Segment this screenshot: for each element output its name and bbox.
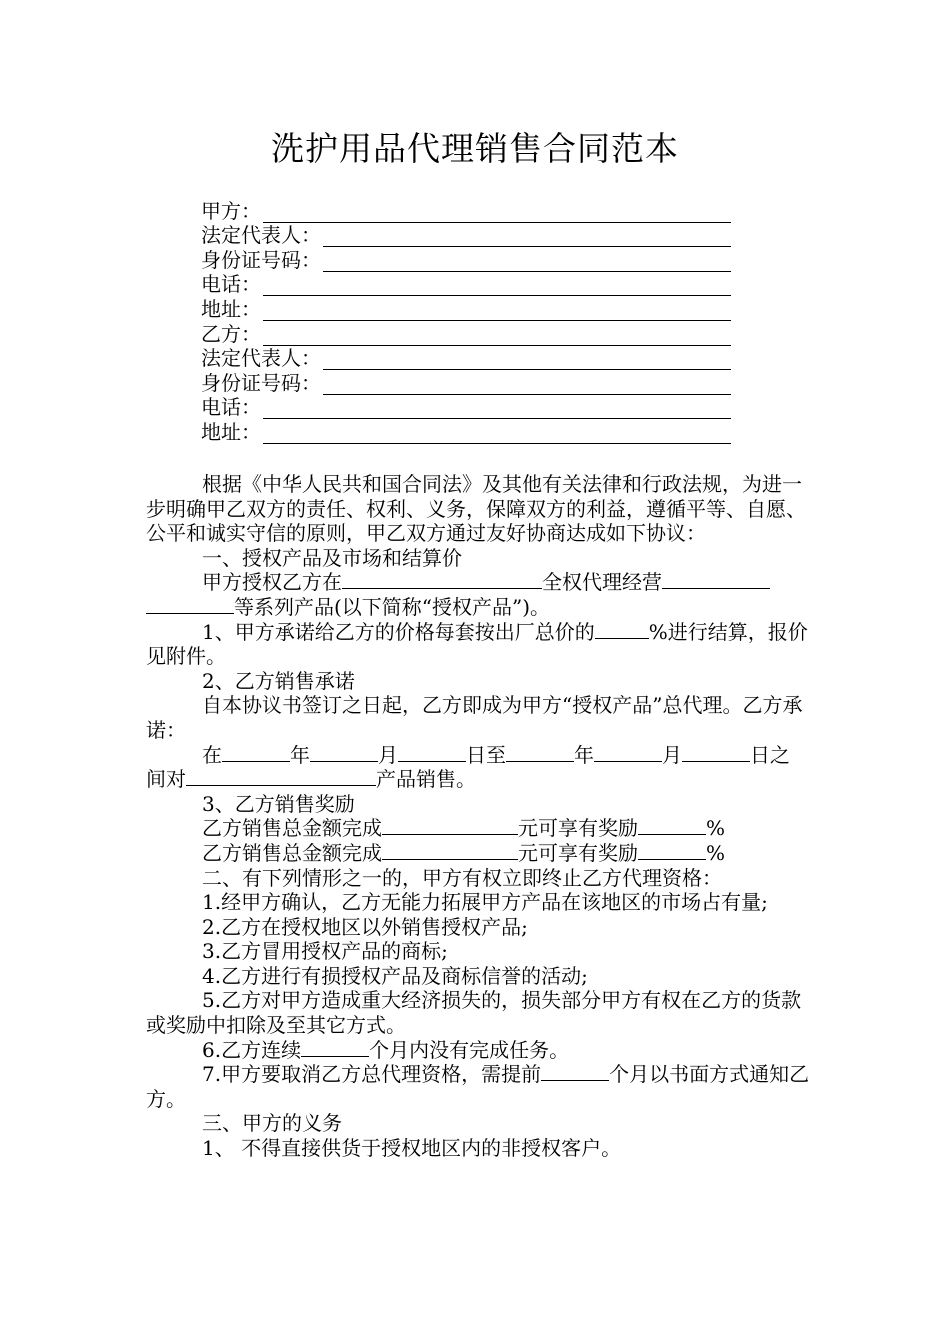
blank-line bbox=[382, 841, 518, 860]
pricing-paragraph: 1、甲方承诺给乙方的价格每套按出厂总价的 %进行结算，报价见附件。 bbox=[146, 619, 808, 669]
field-label: 身份证号码： bbox=[201, 247, 321, 272]
party-b-id-row bbox=[201, 370, 731, 395]
blank-line bbox=[638, 816, 706, 835]
party-a-name-row bbox=[201, 198, 731, 223]
blank-line bbox=[541, 1062, 609, 1081]
party-a-id-row bbox=[201, 247, 731, 272]
field-label: 地址： bbox=[201, 419, 261, 444]
termination-item: 7.甲方要取消乙方总代理资格，需提前 个月以书面方式通知乙方。 bbox=[146, 1062, 810, 1111]
blank-line bbox=[638, 841, 706, 860]
field-label: 电话： bbox=[201, 395, 261, 420]
party-b-name-row bbox=[201, 321, 731, 346]
section-heading: 3、乙方销售奖励 bbox=[202, 791, 355, 816]
party-a-phone-row bbox=[201, 272, 731, 297]
blank-line bbox=[263, 400, 731, 419]
sales-period-paragraph: 在 年 月 日至 年 月 日之 间对 产品销售。 bbox=[146, 742, 790, 792]
party-a-representative-row bbox=[201, 223, 731, 248]
blank-line bbox=[146, 595, 234, 614]
blank-line bbox=[222, 743, 290, 762]
party-a-address-row bbox=[201, 296, 731, 321]
blank-line bbox=[186, 767, 376, 786]
blank-line bbox=[594, 743, 662, 762]
field-label: 身份证号码： bbox=[201, 370, 321, 395]
blank-line bbox=[263, 277, 731, 296]
blank-line bbox=[398, 743, 466, 762]
termination-item: 3.乙方冒用授权产品的商标; bbox=[202, 939, 448, 964]
field-label: 法定代表人： bbox=[201, 223, 321, 248]
blank-line bbox=[506, 743, 574, 762]
blank-line bbox=[323, 253, 731, 272]
blank-line bbox=[595, 620, 649, 639]
section-heading: 二、有下列情形之一的，甲方有权立即终止乙方代理资格： bbox=[202, 865, 722, 890]
field-label: 地址： bbox=[201, 296, 261, 321]
blank-line bbox=[301, 1038, 369, 1057]
blank-line bbox=[682, 743, 750, 762]
termination-item: 1.经甲方确认，乙方无能力拓展甲方产品在该地区的市场占有量; bbox=[202, 890, 768, 915]
reward-line: 乙方销售总金额完成 元可享有奖励 % bbox=[202, 840, 726, 865]
commitment-paragraph: 自本协议书签订之日起，乙方即成为甲方“授权产品”总代理。乙方承诺： bbox=[146, 693, 803, 742]
reward-line: 乙方销售总金额完成 元可享有奖励 % bbox=[202, 816, 726, 841]
termination-item: 2.乙方在授权地区以外销售授权产品; bbox=[202, 914, 528, 939]
blank-line bbox=[263, 302, 731, 321]
document-title: 洗护用品代理销售合同范本 bbox=[271, 129, 679, 168]
termination-item: 4.乙方进行有损授权产品及商标信誉的活动; bbox=[202, 963, 588, 988]
intro-paragraph: 根据《中华人民共和国合同法》及其他有关法律和行政法规，为进一步明确甲乙双方的责任、权利、义务，保障双方的利益，遵循平等、自愿、公平和诚实守信的原则，甲乙双方通过友好协商达成如下协议： bbox=[146, 472, 806, 546]
blank-line bbox=[263, 204, 731, 223]
field-label: 乙方： bbox=[201, 321, 261, 346]
blank-line bbox=[263, 327, 731, 346]
field-label: 甲方： bbox=[201, 198, 261, 223]
section-heading: 三、甲方的义务 bbox=[202, 1111, 342, 1136]
blank-line bbox=[310, 743, 378, 762]
party-b-address-row bbox=[201, 419, 731, 444]
section-heading: 2、乙方销售承诺 bbox=[202, 668, 355, 693]
party-b-phone-row bbox=[201, 395, 731, 420]
blank-line bbox=[263, 425, 731, 444]
blank-line bbox=[323, 376, 731, 395]
section-heading: 一、授权产品及市场和结算价 bbox=[202, 545, 462, 570]
blank-line bbox=[662, 570, 770, 589]
contract-body bbox=[146, 472, 816, 1161]
field-label: 电话： bbox=[201, 272, 261, 297]
blank-line bbox=[382, 816, 518, 835]
blank-line bbox=[342, 570, 542, 589]
party-info-block bbox=[201, 198, 731, 444]
termination-item: 6.乙方连续 个月内没有完成任务。 bbox=[202, 1037, 570, 1062]
party-b-representative-row bbox=[201, 346, 731, 371]
field-label: 法定代表人： bbox=[201, 346, 321, 371]
obligation-item: 1、 不得直接供货于授权地区内的非授权客户。 bbox=[202, 1136, 622, 1161]
termination-item: 5.乙方对甲方造成重大经济损失的，损失部分甲方有权在乙方的货款或奖励中扣除及至其它方式。 bbox=[146, 988, 802, 1038]
blank-line bbox=[323, 228, 731, 247]
authorization-paragraph: 甲方授权乙方在 全权代理经营等系列产品(以下简称“授权产品”)。 bbox=[146, 570, 816, 619]
blank-line bbox=[323, 351, 731, 370]
